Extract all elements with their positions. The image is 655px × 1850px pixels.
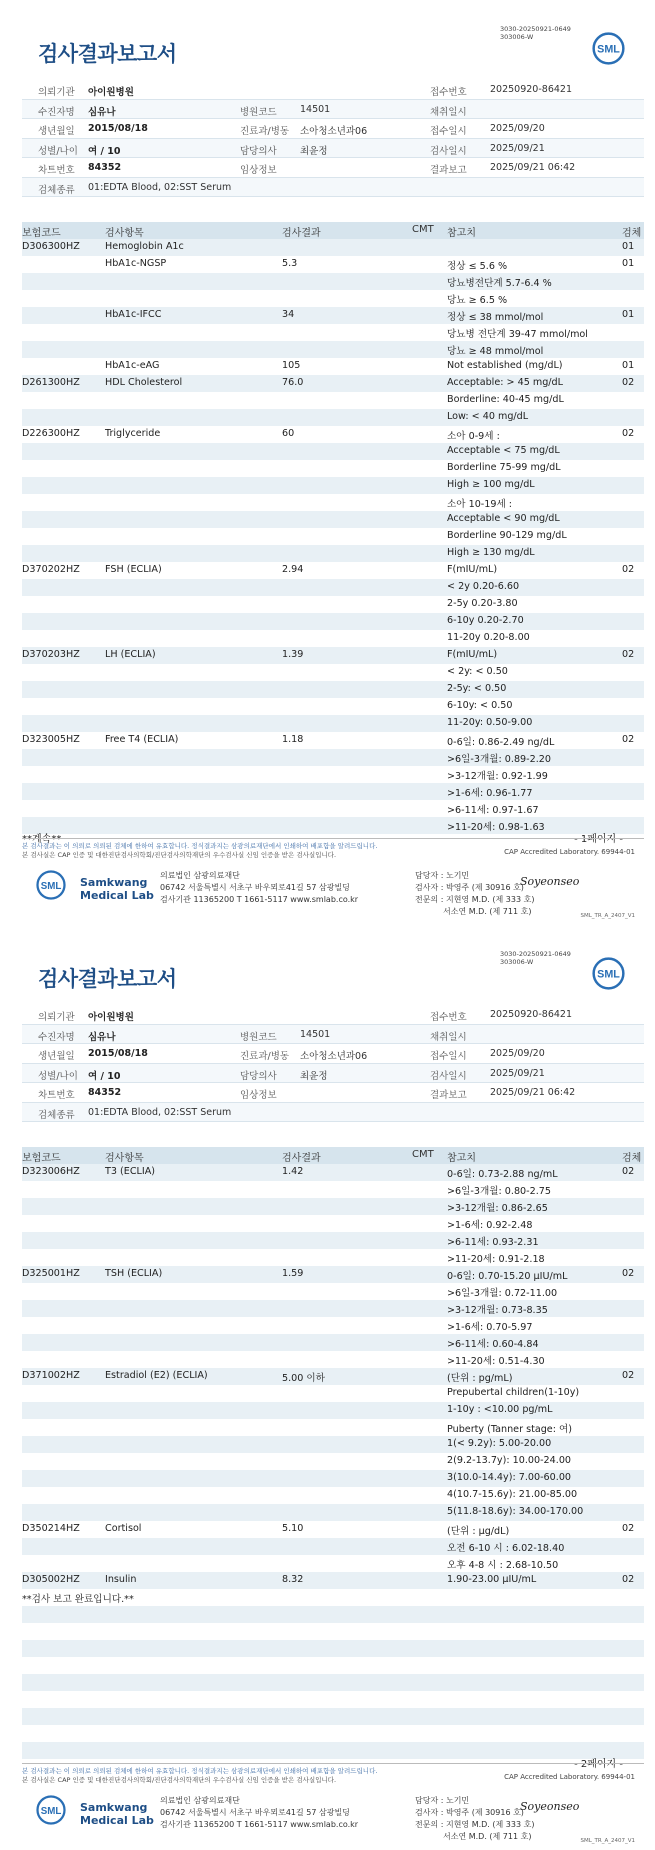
- cell-code: D350214HZ: [22, 1523, 80, 1534]
- table-row: [22, 715, 644, 732]
- table-header: [22, 1147, 644, 1164]
- cell-item: T3 (ECLIA): [105, 1166, 155, 1177]
- cell-ref: 2-5y: < 0.50: [447, 683, 507, 694]
- cell-ref: 6-10y: < 0.50: [447, 700, 513, 711]
- cell-ref: Not established (mg/dL): [447, 360, 563, 371]
- table-row: [22, 324, 644, 341]
- cell-specimen: 02: [622, 734, 635, 745]
- table-row: [22, 375, 644, 392]
- report-page-2: [0, 925, 655, 1850]
- cell-item: Free T4 (ECLIA): [105, 734, 179, 745]
- table-row: [22, 664, 644, 681]
- cell-specimen: 02: [622, 428, 635, 439]
- header-row: [22, 100, 644, 120]
- header-row: [22, 139, 644, 159]
- table-row: [22, 1164, 644, 1181]
- header-dept-label: 진료과/병동: [240, 126, 290, 137]
- svg-text:SML: SML: [40, 880, 62, 892]
- table-row: [22, 528, 644, 545]
- header-dept: 소아청소년과06: [300, 1051, 368, 1062]
- table-row: [22, 1589, 644, 1606]
- table-header: [22, 222, 644, 239]
- table-row: [22, 1470, 644, 1487]
- header-test-date: 2025/09/21: [490, 142, 545, 154]
- column-ref: 참고치: [447, 228, 476, 239]
- table-row: [22, 1742, 644, 1759]
- cell-ref: 2-5y 0.20-3.80: [447, 598, 518, 609]
- page-number: - 1페이지 -: [574, 834, 623, 845]
- header-patient: 심유나: [88, 106, 116, 118]
- cell-ref: >1-6세: 0.92-2.48: [447, 1220, 533, 1231]
- cell-code: D306300HZ: [22, 241, 80, 252]
- cell-ref: (단위 : μg/dL): [447, 1526, 510, 1537]
- table-row: [22, 732, 644, 749]
- header-report-label: 결과보고: [430, 1090, 467, 1101]
- table-row: [22, 1317, 644, 1334]
- header-report-label: 결과보고: [430, 165, 467, 176]
- table-row: [22, 1657, 644, 1674]
- table-row: [22, 1232, 644, 1249]
- table-row: [22, 1368, 644, 1385]
- table-row: [22, 1572, 644, 1589]
- table-row: [22, 1402, 644, 1419]
- header-row: [22, 1064, 644, 1084]
- cell-ref: Acceptable < 75 mg/dL: [447, 445, 560, 456]
- table-row: [22, 477, 644, 494]
- lab-name: Samkwang Medical Lab: [80, 876, 154, 902]
- results-table: [22, 1147, 644, 1759]
- table-row: [22, 1453, 644, 1470]
- header-hosp-code-label: 병원코드: [240, 106, 277, 118]
- cell-ref: >11-20세: 0.91-2.18: [447, 1254, 545, 1265]
- header-row: [22, 1005, 644, 1025]
- header-row: [22, 178, 644, 198]
- header-dob-label: 생년월일: [38, 1051, 75, 1062]
- cell-result: 60: [282, 428, 295, 439]
- cap-accreditation: CAP Accredited Laboratory. 69944-01: [504, 1773, 635, 1781]
- table-row: [22, 1198, 644, 1215]
- header-specimen: 01:EDTA Blood, 02:SST Serum: [88, 1106, 232, 1118]
- footnote: 본 검사결과는 이 의뢰로 의뢰된 검체에 한하여 유효합니다. 정식결과지는 삼광의료재단에서 인쇄하여 배포함을 알려드립니다. 본 검사실은 CAP 인증 및 대한진단검사의학회/진단검사의학재단의 우수검사실 신임 인증을 받은 검사실입니다.: [22, 838, 644, 859]
- table-row: [22, 426, 644, 443]
- lab-name: Samkwang Medical Lab: [80, 1801, 154, 1827]
- cell-result: 1.42: [282, 1166, 304, 1177]
- cell-ref: >6일-3개월: 0.89-2.20: [447, 754, 551, 765]
- table-row: [22, 1419, 644, 1436]
- cell-specimen: 02: [622, 1166, 635, 1177]
- table-row: [22, 1436, 644, 1453]
- cell-result: 5.10: [282, 1523, 304, 1534]
- header-patient-label: 수진자명: [38, 1031, 75, 1043]
- cell-code: **검사 보고 완료입니다.**: [22, 1594, 134, 1605]
- header-sex-label: 성별/나이: [38, 1070, 78, 1082]
- staff-info: 담당자 : 노기민 검사자 : 박영주 (제 30916 호) 전문의 : 지현영 M.D. (제 333 호) 서소연 M.D. (제 711 호): [415, 1796, 535, 1841]
- table-row: [22, 1725, 644, 1742]
- table-row: [22, 783, 644, 800]
- cell-ref: 2(9.2-13.7y): 10.00-24.00: [447, 1455, 572, 1466]
- cell-result: 5.3: [282, 258, 298, 269]
- header-sex-label: 성별/나이: [38, 145, 78, 157]
- header-dob: 2015/08/18: [88, 123, 148, 134]
- header-sex: 여 / 10: [88, 145, 121, 157]
- cell-specimen: 02: [622, 1268, 635, 1279]
- header-dept: 소아청소년과06: [300, 126, 368, 137]
- header-receipt-no: 20250920-86421: [490, 84, 573, 95]
- cell-ref: 11-20y 0.20-8.00: [447, 632, 530, 643]
- header-hospital-label: 의뢰기관: [38, 87, 75, 98]
- table-row: [22, 1215, 644, 1232]
- page-title: 검사결과보고서: [38, 967, 177, 991]
- header-doctor: 최윤정: [300, 145, 328, 157]
- cell-ref: Borderline: 40-45 mg/dL: [447, 394, 564, 405]
- cell-specimen: 02: [622, 1370, 635, 1381]
- header-receipt-date: 2025/09/20: [490, 123, 545, 134]
- table-row: [22, 1351, 644, 1368]
- column-specimen: 검체: [622, 228, 642, 239]
- cell-ref: >3-12개월: 0.86-2.65: [447, 1203, 548, 1214]
- table-row: [22, 239, 644, 256]
- table-row: [22, 392, 644, 409]
- header-receipt-date: 2025/09/20: [490, 1048, 545, 1059]
- cell-ref: 당뇨 ≥ 6.5 %: [447, 295, 508, 306]
- cell-item: FSH (ECLIA): [105, 564, 162, 575]
- header-receipt-date-label: 접수일시: [430, 126, 467, 137]
- cell-ref: 11-20y: 0.50-9.00: [447, 717, 533, 728]
- cell-ref: 0-6일: 0.70-15.20 μIU/mL: [447, 1271, 568, 1282]
- table-row: [22, 613, 644, 630]
- lab-info: 의료법인 삼광의료재단 06742 서울특별시 서초구 바우뫼로41길 57 삼광빌딩 검사기관 11365200 T 1661-5117 www.smlab.co.kr: [160, 871, 359, 904]
- cell-ref: Acceptable < 90 mg/dL: [447, 513, 560, 524]
- svg-text:SML: SML: [40, 1805, 62, 1817]
- table-row: [22, 1521, 644, 1538]
- header-hosp-code: 14501: [300, 1028, 331, 1040]
- cell-ref: 1-10y : <10.00 pg/mL: [447, 1404, 553, 1415]
- table-row: [22, 596, 644, 613]
- cell-ref: >11-20세: 0.98-1.63: [447, 822, 545, 833]
- cell-ref: >6-11세: 0.60-4.84: [447, 1339, 539, 1350]
- cell-specimen: 02: [622, 1574, 635, 1585]
- cell-item: HDL Cholesterol: [105, 377, 183, 388]
- cell-ref: >6-11세: 0.97-1.67: [447, 805, 539, 816]
- table-row: [22, 1181, 644, 1198]
- header-chart-label: 차트번호: [38, 1090, 75, 1101]
- cell-ref: 정상 ≤ 38 mmol/mol: [447, 312, 544, 323]
- cell-ref: Borderline 90-129 mg/dL: [447, 530, 567, 541]
- header-receipt-no: 20250920-86421: [490, 1009, 573, 1020]
- header-collect-label: 채취일시: [430, 1031, 467, 1043]
- table-row: [22, 630, 644, 647]
- table-row: [22, 307, 644, 324]
- table-row: [22, 256, 644, 273]
- svg-text:SML: SML: [597, 43, 620, 56]
- cell-ref: Acceptable: > 45 mg/dL: [447, 377, 563, 388]
- header-dob-label: 생년월일: [38, 126, 75, 137]
- staff-info: 담당자 : 노기민 검사자 : 박영주 (제 30916 호) 전문의 : 지현영 M.D. (제 333 호) 서소연 M.D. (제 711 호): [415, 871, 535, 916]
- column-code: 보험코드: [22, 228, 61, 239]
- cell-ref: >11-20세: 0.51-4.30: [447, 1356, 545, 1367]
- cell-code: D226300HZ: [22, 428, 80, 439]
- cell-ref: Puberty (Tanner stage: 여): [447, 1424, 572, 1435]
- cell-ref: High ≥ 130 mg/dL: [447, 547, 535, 558]
- table-row: [22, 1283, 644, 1300]
- header-hosp-code: 14501: [300, 103, 331, 115]
- cell-ref: 0-6일: 0.73-2.88 ng/mL: [447, 1169, 558, 1180]
- cell-ref: >6일-3개월: 0.80-2.75: [447, 1186, 551, 1197]
- form-version: SML_TR_A_2407_V1: [580, 913, 635, 919]
- column-result: 검사결과: [282, 228, 321, 239]
- cell-ref: F(mIU/mL): [447, 649, 498, 660]
- table-row: [22, 290, 644, 307]
- cell-item: LH (ECLIA): [105, 649, 156, 660]
- header-row: [22, 1083, 644, 1103]
- cell-result: 34: [282, 309, 295, 320]
- cell-ref: (단위 : pg/mL): [447, 1373, 513, 1384]
- table-row: [22, 800, 644, 817]
- header-row: [22, 158, 644, 178]
- header-row: [22, 80, 644, 100]
- header-report: 2025/09/21 06:42: [490, 1087, 576, 1098]
- header-row: [22, 1044, 644, 1064]
- header-row: [22, 1103, 644, 1123]
- patient-header: [22, 80, 644, 197]
- column-ref: 참고치: [447, 1153, 476, 1164]
- cell-code: D325001HZ: [22, 1268, 80, 1279]
- table-row: [22, 579, 644, 596]
- table-row: [22, 1606, 644, 1623]
- table-row: [22, 1504, 644, 1521]
- table-row: [22, 1691, 644, 1708]
- cell-item: TSH (ECLIA): [105, 1268, 163, 1279]
- cell-item: HbA1c-IFCC: [105, 309, 162, 320]
- sml-logo-icon: [592, 957, 625, 990]
- header-report: 2025/09/21 06:42: [490, 162, 576, 173]
- cell-ref: 오전 6-10 시 : 6.02-18.40: [447, 1543, 565, 1554]
- table-row: [22, 358, 644, 375]
- lab-info: 의료법인 삼광의료재단 06742 서울특별시 서초구 바우뫼로41길 57 삼광빌딩 검사기관 11365200 T 1661-5117 www.smlab.co.kr: [160, 1796, 359, 1829]
- cell-item: Insulin: [105, 1574, 137, 1585]
- cell-ref: 당뇨병전단계 5.7-6.4 %: [447, 278, 552, 289]
- table-row: [22, 698, 644, 715]
- header-specimen: 01:EDTA Blood, 02:SST Serum: [88, 181, 232, 193]
- patient-header: [22, 1005, 644, 1122]
- cell-item: HbA1c-NGSP: [105, 258, 167, 269]
- form-version: SML_TR_A_2407_V1: [580, 1838, 635, 1844]
- column-item: 검사항목: [105, 228, 144, 239]
- header-receipt-date-label: 접수일시: [430, 1051, 467, 1062]
- cell-item: HbA1c-eAG: [105, 360, 160, 371]
- column-result: 검사결과: [282, 1153, 321, 1164]
- header-doctor: 최윤정: [300, 1070, 328, 1082]
- column-cmt: CMT: [412, 224, 434, 235]
- doc-id: 3030-20250921-0649 303006-W: [500, 950, 571, 966]
- cell-result: 1.18: [282, 734, 304, 745]
- cell-code: D370203HZ: [22, 649, 80, 660]
- header-test-date-label: 검사일시: [430, 1070, 467, 1082]
- table-row: [22, 273, 644, 290]
- cell-ref: Low: < 40 mg/dL: [447, 411, 529, 422]
- table-row: [22, 647, 644, 664]
- header-clinical-label: 임상정보: [240, 1090, 277, 1101]
- header-clinical-label: 임상정보: [240, 165, 277, 176]
- header-chart: 84352: [88, 162, 122, 173]
- header-hospital: 아이원병원: [88, 1012, 134, 1023]
- header-doctor-label: 담당의사: [240, 145, 277, 157]
- cell-ref: 당뇨 ≥ 48 mmol/mol: [447, 346, 544, 357]
- table-row: [22, 1623, 644, 1640]
- table-row: [22, 409, 644, 426]
- cell-ref: 소아 10-19세 :: [447, 499, 513, 510]
- table-row: [22, 749, 644, 766]
- cell-result: 105: [282, 360, 301, 371]
- page-title: 검사결과보고서: [38, 42, 177, 66]
- cell-code: D370202HZ: [22, 564, 80, 575]
- header-test-date: 2025/09/21: [490, 1067, 545, 1079]
- table-row: [22, 766, 644, 783]
- cell-ref: >3-12개월: 0.73-8.35: [447, 1305, 548, 1316]
- header-sex: 여 / 10: [88, 1070, 121, 1082]
- header-hosp-code-label: 병원코드: [240, 1031, 277, 1043]
- cell-result: 5.00 이하: [282, 1373, 325, 1384]
- page-number: - 2페이지 -: [574, 1759, 623, 1770]
- cell-specimen: 02: [622, 1523, 635, 1534]
- signature: Soyeonseo: [520, 875, 580, 888]
- cell-code: D323005HZ: [22, 734, 80, 745]
- cell-ref: >1-6세: 0.70-5.97: [447, 1322, 533, 1333]
- header-row: [22, 119, 644, 139]
- cell-ref: >1-6세: 0.96-1.77: [447, 788, 533, 799]
- cell-result: 1.59: [282, 1268, 304, 1279]
- cell-ref: High ≥ 100 mg/dL: [447, 479, 535, 490]
- footnote: 본 검사결과는 이 의뢰로 의뢰된 검체에 한하여 유효합니다. 정식결과지는 삼광의료재단에서 인쇄하여 배포함을 알려드립니다. 본 검사실은 CAP 인증 및 대한진단검사의학회/진단검사의학재단의 우수검사실 신임 인증을 받은 검사실입니다.: [22, 1763, 644, 1784]
- table-row: [22, 1674, 644, 1691]
- header-dob: 2015/08/18: [88, 1048, 148, 1059]
- table-row: [22, 681, 644, 698]
- table-row: [22, 562, 644, 579]
- cell-ref: < 2y 0.20-6.60: [447, 581, 520, 592]
- column-cmt: CMT: [412, 1149, 434, 1160]
- cell-code: D371002HZ: [22, 1370, 80, 1381]
- table-row: [22, 341, 644, 358]
- table-row: [22, 1487, 644, 1504]
- cell-ref: < 2y: < 0.50: [447, 666, 508, 677]
- cell-ref: Borderline 75-99 mg/dL: [447, 462, 561, 473]
- header-chart: 84352: [88, 1087, 122, 1098]
- sml-footer-logo-icon: [36, 1795, 66, 1828]
- cell-ref: Prepubertal children(1-10y): [447, 1387, 580, 1398]
- column-item: 검사항목: [105, 1153, 144, 1164]
- header-hospital: 아이원병원: [88, 87, 134, 98]
- cell-result: 76.0: [282, 377, 304, 388]
- header-patient: 심유나: [88, 1031, 116, 1043]
- header-collect-label: 채취일시: [430, 106, 467, 118]
- cell-ref: 오후 4-8 시 : 2.68-10.50: [447, 1560, 559, 1571]
- cell-result: 2.94: [282, 564, 304, 575]
- cell-ref: 6-10y 0.20-2.70: [447, 615, 524, 626]
- table-row: [22, 1555, 644, 1572]
- header-doctor-label: 담당의사: [240, 1070, 277, 1082]
- cell-specimen: 01: [622, 360, 635, 371]
- header-specimen-label: 검체종류: [38, 184, 75, 196]
- table-row: [22, 1708, 644, 1725]
- cell-specimen: 02: [622, 564, 635, 575]
- column-specimen: 검체: [622, 1153, 642, 1164]
- cell-specimen: 02: [622, 649, 635, 660]
- cell-ref: >6-11세: 0.93-2.31: [447, 1237, 539, 1248]
- cell-ref: F(mIU/mL): [447, 564, 498, 575]
- table-row: [22, 1300, 644, 1317]
- cell-code: D261300HZ: [22, 377, 80, 388]
- table-row: [22, 460, 644, 477]
- cell-ref: 정상 ≤ 5.6 %: [447, 261, 508, 272]
- cell-code: D305002HZ: [22, 1574, 80, 1585]
- header-specimen-label: 검체종류: [38, 1109, 75, 1121]
- header-dept-label: 진료과/병동: [240, 1051, 290, 1062]
- cell-ref: 3(10.0-14.4y): 7.00-60.00: [447, 1472, 572, 1483]
- signature: Soyeonseo: [520, 1800, 580, 1813]
- header-row: [22, 1025, 644, 1045]
- table-row: [22, 1538, 644, 1555]
- header-hospital-label: 의뢰기관: [38, 1012, 75, 1023]
- cell-ref: 5(11.8-18.6y): 34.00-170.00: [447, 1506, 584, 1517]
- continue-marker: **계속**: [22, 834, 62, 845]
- header-receipt-no-label: 접수번호: [430, 1012, 467, 1023]
- results-table: [22, 222, 644, 834]
- table-row: [22, 1385, 644, 1402]
- svg-text:SML: SML: [597, 968, 620, 981]
- header-test-date-label: 검사일시: [430, 145, 467, 157]
- header-patient-label: 수진자명: [38, 106, 75, 118]
- column-code: 보험코드: [22, 1153, 61, 1164]
- header-chart-label: 차트번호: [38, 165, 75, 176]
- cell-item: Estradiol (E2) (ECLIA): [105, 1370, 208, 1381]
- header-receipt-no-label: 접수번호: [430, 87, 467, 98]
- cell-ref: 4(10.7-15.6y): 21.00-85.00: [447, 1489, 578, 1500]
- cell-item: Triglyceride: [105, 428, 161, 439]
- table-row: [22, 1249, 644, 1266]
- cell-ref: 당뇨병 전단계 39-47 mmol/mol: [447, 329, 588, 340]
- cell-item: Hemoglobin A1c: [105, 241, 184, 252]
- table-row: [22, 817, 644, 834]
- cell-result: 8.32: [282, 1574, 304, 1585]
- table-row: [22, 1266, 644, 1283]
- table-row: [22, 494, 644, 511]
- cell-ref: 0-6일: 0.86-2.49 ng/dL: [447, 737, 555, 748]
- cell-ref: >6일-3개월: 0.72-11.00: [447, 1288, 558, 1299]
- cell-ref: 1.90-23.00 μIU/mL: [447, 1574, 537, 1585]
- sml-footer-logo-icon: [36, 870, 66, 903]
- cap-accreditation: CAP Accredited Laboratory. 69944-01: [504, 848, 635, 856]
- cell-ref: >3-12개월: 0.92-1.99: [447, 771, 548, 782]
- sml-logo-icon: [592, 32, 625, 65]
- cell-code: D323006HZ: [22, 1166, 80, 1177]
- doc-id: 3030-20250921-0649 303006-W: [500, 25, 571, 41]
- table-row: [22, 1640, 644, 1657]
- cell-specimen: 01: [622, 309, 635, 320]
- cell-specimen: 01: [622, 258, 635, 269]
- table-row: [22, 545, 644, 562]
- table-row: [22, 1334, 644, 1351]
- cell-specimen: 01: [622, 241, 635, 252]
- cell-item: Cortisol: [105, 1523, 142, 1534]
- cell-ref: 1(< 9.2y): 5.00-20.00: [447, 1438, 552, 1449]
- cell-specimen: 02: [622, 377, 635, 388]
- table-row: [22, 511, 644, 528]
- cell-result: 1.39: [282, 649, 304, 660]
- table-row: [22, 443, 644, 460]
- cell-ref: 소아 0-9세 :: [447, 431, 500, 442]
